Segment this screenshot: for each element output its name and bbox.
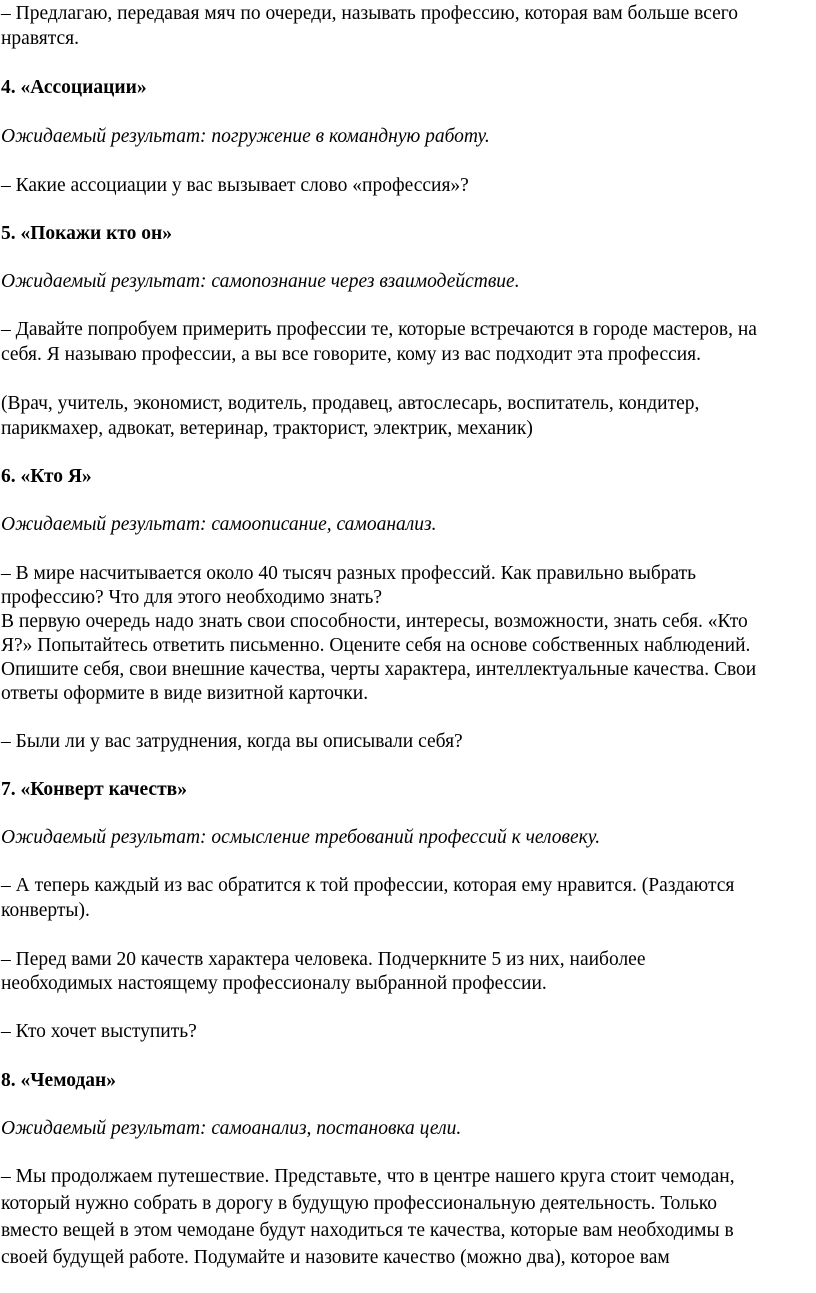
paragraph-line: – Предлагаю, передавая мяч по очереди, называть профессию, которая вам больше всего [1, 3, 739, 24]
paragraph-line: вместо вещей в этом чемодане будут находиться те качества, которые вам необходимы в [1, 1220, 734, 1241]
paragraph-line: (Врач, учитель, экономист, водитель, продавец, автослесарь, воспитатель, кондитер, [1, 393, 700, 414]
paragraph-line: – Мы продолжаем путешествие. Представьте, что в центре нашего круга стоит чемодан, [1, 1166, 735, 1187]
paragraph-line: конверты). [1, 900, 90, 921]
section-heading: 4. «Ассоциации» [1, 77, 147, 98]
paragraph-line: В первую очередь надо знать свои способности, интересы, возможности, знать себя. «Кто [1, 611, 748, 632]
paragraph-line: – В мире насчитывается около 40 тысяч разных профессий. Как правильно выбрать [1, 563, 697, 584]
paragraph-line: себя. Я называю профессии, а вы все говорите, кому из вас подходит эта профессия. [1, 344, 702, 365]
section-heading: 5. «Покажи кто он» [1, 223, 173, 244]
paragraph-line: который нужно собрать в дорогу в будущую профессиональную деятельность. Только [1, 1193, 718, 1214]
section-heading: 7. «Конверт качеств» [1, 779, 187, 800]
paragraph-line: Опишите себя, свои внешние качества, черты характера, интеллектуальные качества. Свои [1, 659, 757, 680]
paragraph-line: – Кто хочет выступить? [1, 1021, 197, 1042]
paragraph-line: – Были ли у вас затруднения, когда вы описывали себя? [1, 731, 463, 752]
paragraph-line: ответы оформите в виде визитной карточки. [1, 683, 369, 704]
paragraph-line: парикмахер, адвокат, ветеринар, тракторист, электрик, механик) [1, 418, 533, 439]
paragraph-line: нравятся. [1, 28, 80, 49]
section-heading: 6. «Кто Я» [1, 466, 92, 487]
paragraph-line: – Перед вами 20 качеств характера человека. Подчеркните 5 из них, наиболее [1, 949, 646, 970]
paragraph-line: – Какие ассоциации у вас вызывает слово «профессия»? [1, 175, 469, 196]
paragraph-line: своей будущей работе. Подумайте и назовите качество (можно два), которое вам [1, 1247, 670, 1268]
paragraph-line: профессию? Что для этого необходимо знать? [1, 587, 383, 608]
expected-result: Ожидаемый результат: осмысление требований профессий к человеку. [1, 827, 601, 848]
paragraph-line: – Давайте попробуем примерить профессии те, которые встречаются в городе мастеров, на [1, 319, 757, 340]
expected-result: Ожидаемый результат: погружение в командную работу. [1, 126, 490, 147]
expected-result: Ожидаемый результат: самоописание, самоанализ. [1, 514, 437, 535]
expected-result: Ожидаемый результат: самопознание через взаимодействие. [1, 271, 520, 292]
expected-result: Ожидаемый результат: самоанализ, постановка цели. [1, 1118, 462, 1139]
paragraph-line: Я?» Попытайтесь ответить письменно. Оцените себя на основе собственных наблюдений. [1, 635, 751, 656]
section-heading: 8. «Чемодан» [1, 1070, 117, 1091]
paragraph-line: необходимых настоящему профессионалу выбранной профессии. [1, 973, 547, 994]
paragraph-line: – А теперь каждый из вас обратится к той профессии, которая ему нравится. (Раздаются [1, 875, 735, 896]
